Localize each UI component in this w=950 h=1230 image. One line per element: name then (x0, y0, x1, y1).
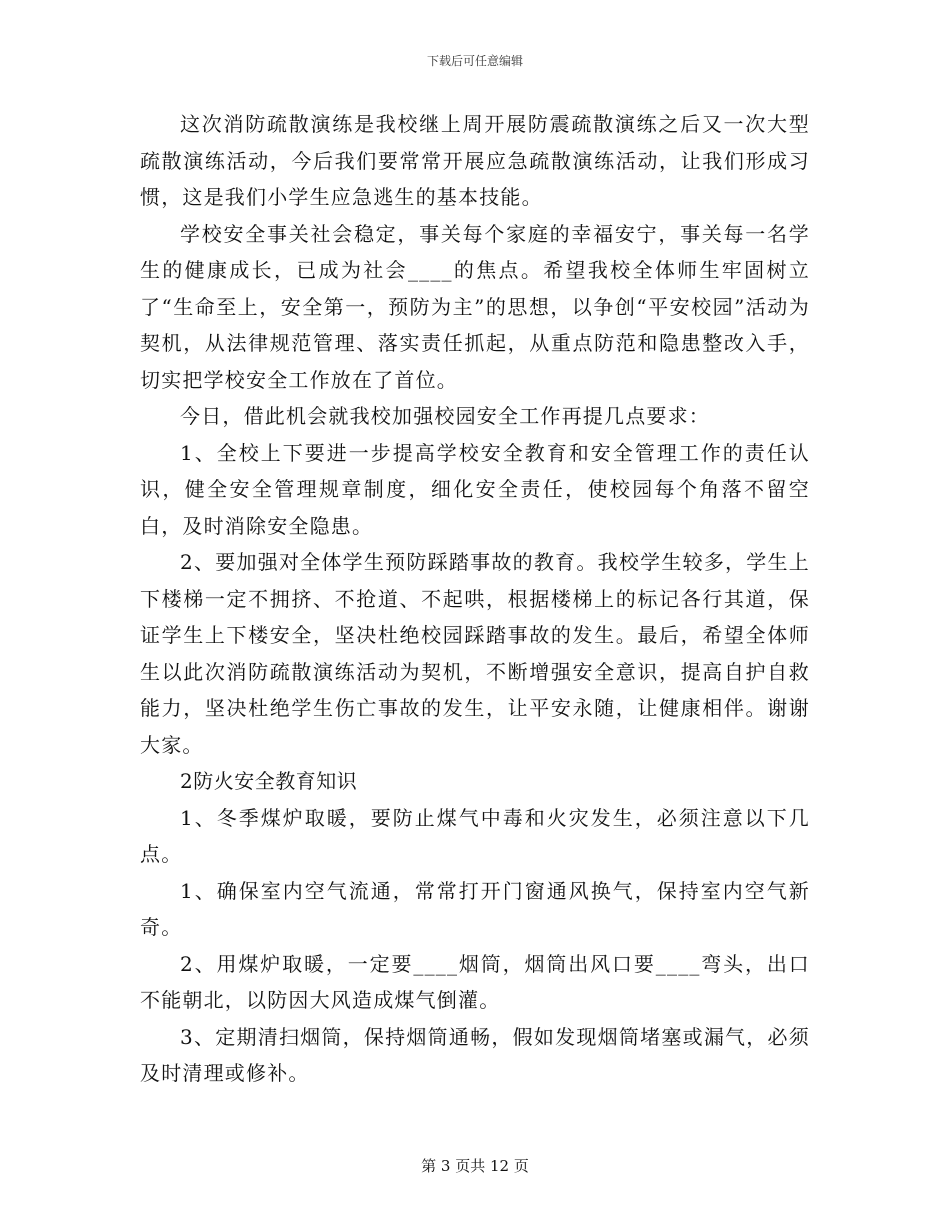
paragraph-ventilation: 1、确保室内空气流通，常常打开门窗通风换气，保持室内空气新奇。 (140, 878, 810, 939)
paragraph-winter-heating: 1、冬季煤炉取暖，要防止煤气中毒和火灾发生，必须注意以下几点。 (140, 805, 810, 866)
paragraph-requirement-1: 1、全校上下要进一步提高学校安全教育和安全管理工作的责任认识，健全安全管理规章制度，细化安全责任，使校园每个角落不留空白，及时消除安全隐患。 (140, 440, 810, 538)
paragraph-requirement-2: 2、要加强对全体学生预防踩踏事故的教育。我校学生较多，学生上下楼梯一定不拥挤、不抢道、不起哄，根据楼梯上的标记各行其道，保证学生上下楼安全，坚决杜绝校园踩踏事故的发生。最后，希望全体师生以此次消防疏散演练活动为契机，不断增强安全意识，提高自护自救能力，坚决杜绝学生伤亡事故的发生，让平安永随，让健康相伴。谢谢大家。 (140, 550, 810, 757)
paragraph-chimney-cleaning: 3、定期清扫烟筒，保持烟筒通畅，假如发现烟筒堵塞或漏气，必须及时清理或修补。 (140, 1024, 810, 1085)
paragraph-school-safety: 学校安全事关社会稳定，事关每个家庭的幸福安宁，事关每一名学生的健康成长，已成为社会____的焦点。希望我校全体师生牢固树立了“生命至上，安全第一，预防为主”的思想，以争创“平安校园”活动为契机，从法律规范管理、落实责任抓起，从重点防范和隐患整改入手，切实把学校安全工作放在了首位。 (140, 221, 810, 392)
section-heading: 2防火安全教育知识 (180, 769, 358, 793)
document-body (140, 106, 810, 1092)
page-footer: 第 3 页共 12 页 (421, 1157, 529, 1175)
paragraph-chimney-install: 2、用煤炉取暖，一定要____烟筒，烟筒出风口要____弯头，出口不能朝北，以防因大风造成煤气倒灌。 (140, 951, 810, 1012)
page-header: 下载后可任意编辑 (426, 54, 523, 68)
paragraph-drill-summary: 这次消防疏散演练是我校继上周开展防震疏散演练之后又一次大型疏散演练活动，今后我们要常常开展应急疏散演练活动，让我们形成习惯，这是我们小学生应急逃生的基本技能。 (140, 112, 810, 209)
paragraph-requirements-intro: 今日，借此机会就我校加强校园安全工作再提几点要求： (180, 404, 710, 428)
